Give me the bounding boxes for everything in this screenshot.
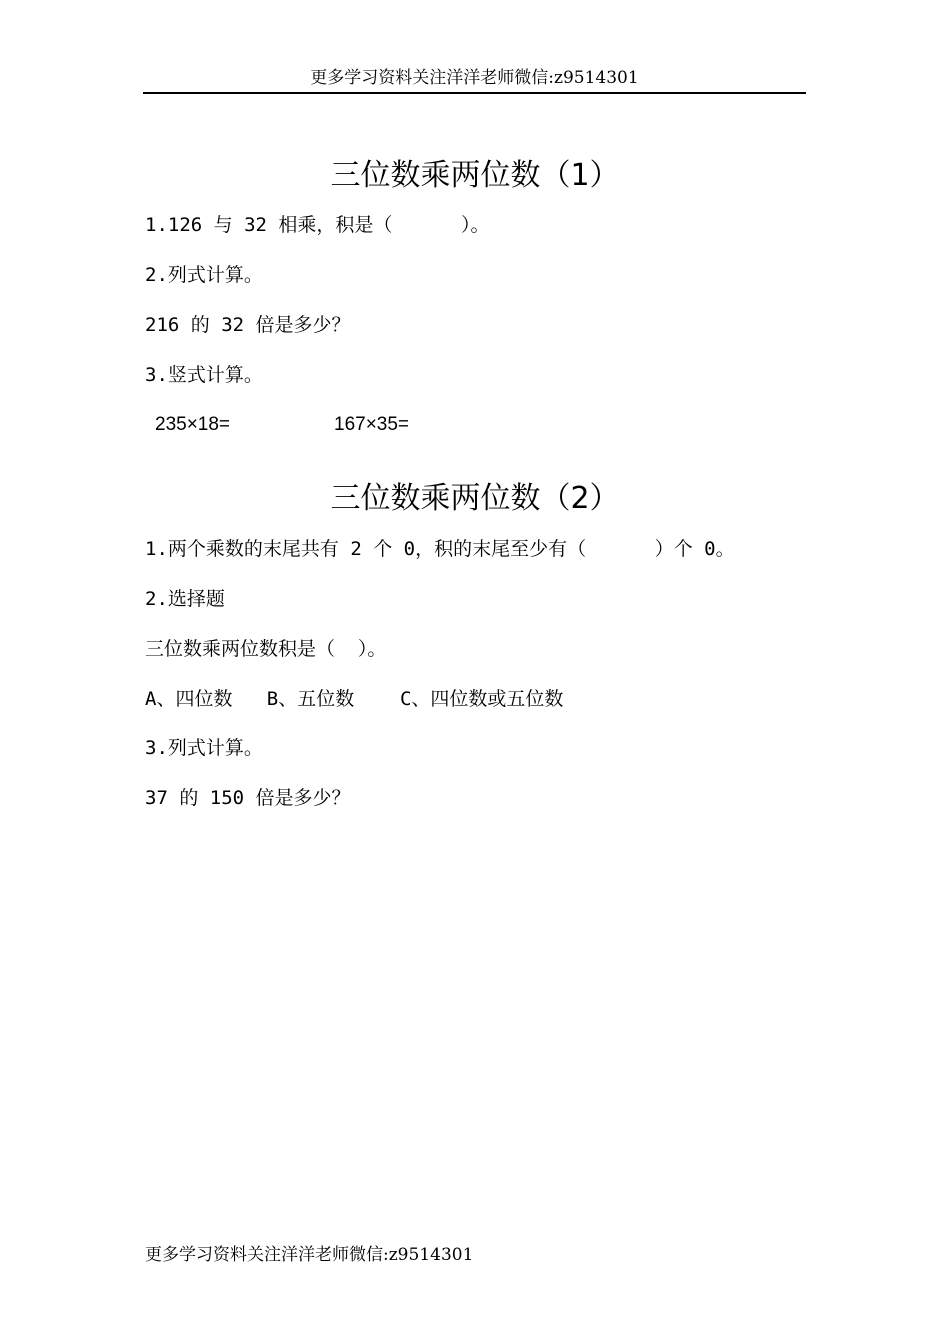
section-2-question-1: 1.两个乘数的末尾共有 2 个 0，积的末尾至少有（ ）个 0。 xyxy=(145,538,735,560)
page-header: 更多学习资料关注洋洋老师微信:z9514301 xyxy=(143,64,806,94)
section-2-question-2-heading: 2.选择题 xyxy=(145,588,225,610)
section-1-question-1: 1.126 与 32 相乘，积是（ ）。 xyxy=(145,214,490,236)
page-footer: 更多学习资料关注洋洋老师微信:z9514301 xyxy=(145,1245,474,1265)
section-2-question-2-text: 三位数乘两位数积是（ ）。 xyxy=(145,638,387,660)
section-1-question-2-text: 216 的 32 倍是多少？ xyxy=(145,314,351,336)
section-2-question-2-options: A、四位数 B、五位数 C、四位数或五位数 xyxy=(145,688,564,710)
section-2-question-3-heading: 3.列式计算。 xyxy=(145,737,263,759)
section-2-title: 三位数乘两位数（2） xyxy=(330,481,620,516)
section-1-question-3-heading: 3.竖式计算。 xyxy=(145,364,263,386)
section-1-title: 三位数乘两位数（1） xyxy=(330,158,620,193)
section-1-question-2-heading: 2.列式计算。 xyxy=(145,264,263,286)
calc-problem-2: 167×35= xyxy=(334,414,410,435)
section-2-question-3-text: 37 的 150 倍是多少？ xyxy=(145,787,351,809)
calc-problem-1: 235×18= xyxy=(155,414,231,435)
